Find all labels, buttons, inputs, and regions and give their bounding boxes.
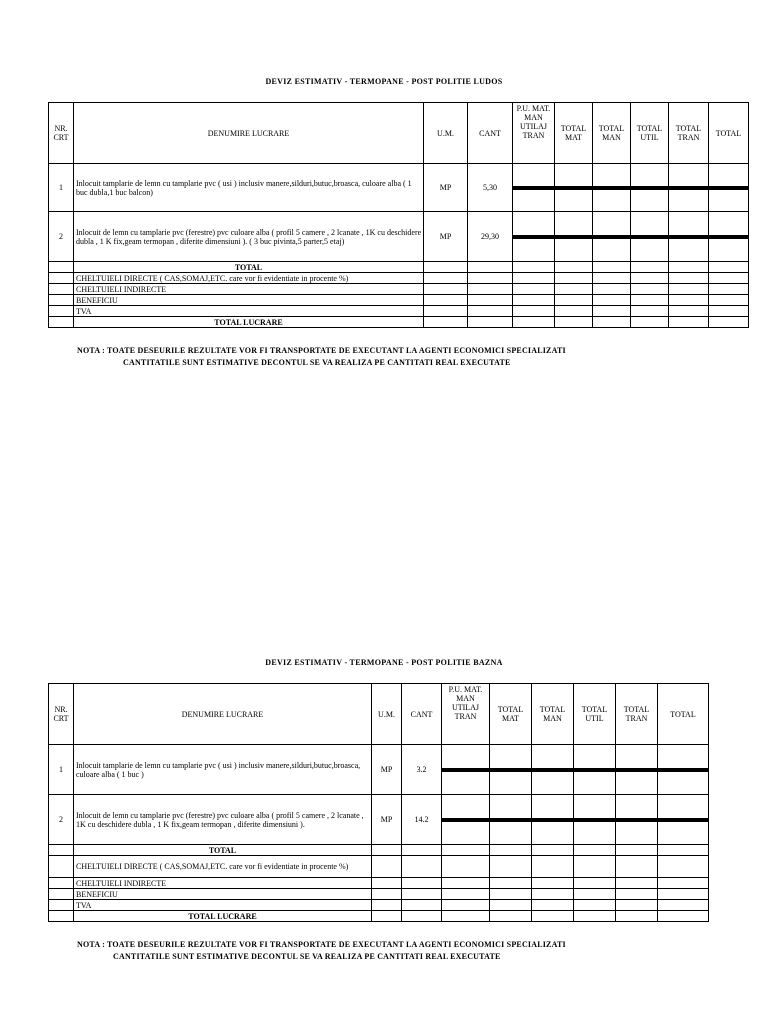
- row-total-util-cells: [631, 164, 669, 212]
- header-um: U.M.: [424, 103, 468, 164]
- row-um: MP: [424, 212, 468, 262]
- extra-row: [49, 284, 749, 295]
- row-total-cells: [709, 164, 749, 212]
- row-total-mat-cells: [490, 795, 532, 845]
- extra-row: [49, 878, 709, 889]
- row-cant: 14.2: [402, 795, 442, 845]
- header-nr: NR. CRT: [49, 103, 74, 164]
- table-row: [49, 745, 709, 795]
- header-total: TOTAL: [709, 103, 749, 164]
- header-total-man: TOTAL MAN: [532, 684, 574, 745]
- row-pu-cells: [513, 212, 555, 262]
- header-denumire: DENUMIRE LUCRARE: [74, 684, 372, 745]
- row-pu-cells: [442, 795, 490, 845]
- header-total-util: TOTAL UTIL: [631, 103, 669, 164]
- cheltuieli-indirecte-label: CHELTUIELI INDIRECTE: [74, 284, 424, 295]
- row-pu-cells: [442, 745, 490, 795]
- row-description: Inlocuit de lemn cu tamplarie pvc (ferestre) pvc culoare alba ( profil 5 camere , 2 lcanate , 1K cu deschidere dubla , 1 K fix,geam termopan , diferite dimensiuni ). ( 3 buc pivinta,5 parter,5 etaj): [74, 212, 424, 262]
- document-title-ludos: DEVIZ ESTIMATIV - TERMOPANE - POST POLITIE LUDOS: [265, 77, 503, 86]
- row-nr: 2: [49, 212, 74, 262]
- total-label: TOTAL: [74, 262, 424, 273]
- row-total-mat-cells: [555, 212, 593, 262]
- note-line-2: CANTITATILE SUNT ESTIMATIVE DECONTUL SE VA REALIZA PE CANTITATI REAL EXECUTATE: [113, 952, 501, 961]
- row-description: Inlocuit de lemn cu tamplarie pvc (ferestre) pvc culoare alba ( profil 5 camere , 2 lcanate , 1K cu deschidere dubla , 1 K fix,geam termopan , diferite dimensiuni ).: [74, 795, 372, 845]
- extra-row: [49, 306, 749, 317]
- tva-label: TVA: [74, 900, 372, 911]
- header-total: TOTAL: [658, 684, 709, 745]
- row-description: Inlocuit tamplarie de lemn cu tamplarie pvc ( usi ) inclusiv manere,silduri,butuc,broasca, culoare alba ( 1 buc dubla,1 buc balcon): [74, 164, 424, 212]
- cheltuieli-indirecte-label: CHELTUIELI INDIRECTE: [74, 878, 372, 889]
- header-total-mat: TOTAL MAT: [555, 103, 593, 164]
- row-total-mat-cells: [490, 745, 532, 795]
- header-total-util: TOTAL UTIL: [574, 684, 616, 745]
- total-lucrare-row: [49, 317, 749, 328]
- row-total-tran-cells: [669, 164, 709, 212]
- row-nr: 2: [49, 795, 74, 845]
- extra-row: [49, 900, 709, 911]
- row-total-man-cells: [532, 795, 574, 845]
- header-pu: P.U. MAT. MAN UTILAJ TRAN: [513, 103, 555, 164]
- tva-label: TVA: [74, 306, 424, 317]
- row-total-util-cells: [631, 212, 669, 262]
- header-denumire: DENUMIRE LUCRARE: [74, 103, 424, 164]
- total-lucrare-row: [49, 911, 709, 922]
- header-total-man: TOTAL MAN: [593, 103, 631, 164]
- row-total-man-cells: [593, 212, 631, 262]
- row-total-tran-cells: [616, 795, 658, 845]
- row-total-tran-cells: [616, 745, 658, 795]
- header-cant: CANT: [468, 103, 513, 164]
- row-description: Inlocuit tamplarie de lemn cu tamplarie pvc ( usi ) inclusiv manere,silduri,butuc,broasca, culoare alba ( 1 buc ): [74, 745, 372, 795]
- extra-row: [49, 273, 749, 284]
- row-total-mat-cells: [555, 164, 593, 212]
- document-title-bazna: DEVIZ ESTIMATIV - TERMOPANE - POST POLITIE BAZNA: [265, 658, 503, 667]
- estimate-table-bazna: [48, 683, 709, 922]
- row-um: MP: [372, 795, 402, 845]
- row-um: MP: [372, 745, 402, 795]
- header-um: U.M.: [372, 684, 402, 745]
- row-cant: 29,30: [468, 212, 513, 262]
- table-row: [49, 795, 709, 845]
- row-total-util-cells: [574, 795, 616, 845]
- total-label: TOTAL: [74, 845, 372, 856]
- row-total-cells: [658, 745, 709, 795]
- cheltuieli-directe-label: CHELTUIELI DIRECTE ( CAS,SOMAJ,ETC. care vor fi evidentiate in procente %): [74, 273, 424, 284]
- row-nr: 1: [49, 164, 74, 212]
- note-line-1: NOTA : TOATE DESEURILE REZULTATE VOR FI TRANSPORTATE DE EXECUTANT LA AGENTI ECONOMICI SPECIALIZATI: [77, 346, 566, 355]
- header-total-tran: TOTAL TRAN: [669, 103, 709, 164]
- beneficiu-label: BENEFICIU: [74, 295, 424, 306]
- row-total-cells: [709, 212, 749, 262]
- row-total-cells: [658, 795, 709, 845]
- row-nr: 1: [49, 745, 74, 795]
- header-total-mat: TOTAL MAT: [490, 684, 532, 745]
- table-row: [49, 212, 749, 262]
- row-um: MP: [424, 164, 468, 212]
- row-total-man-cells: [593, 164, 631, 212]
- note-line-2: CANTITATILE SUNT ESTIMATIVE DECONTUL SE VA REALIZA PE CANTITATI REAL EXECUTATE: [123, 358, 511, 367]
- extra-row: [49, 889, 709, 900]
- row-cant: 5,30: [468, 164, 513, 212]
- row-total-man-cells: [532, 745, 574, 795]
- row-total-util-cells: [574, 745, 616, 795]
- header-pu: P.U. MAT. MAN UTILAJ TRAN: [442, 684, 490, 745]
- table-row: [49, 164, 749, 212]
- total-row: [49, 262, 749, 273]
- row-pu-cells: [513, 164, 555, 212]
- header-total-tran: TOTAL TRAN: [616, 684, 658, 745]
- estimate-table-ludos: [48, 102, 749, 328]
- cheltuieli-directe-label: CHELTUIELI DIRECTE ( CAS,SOMAJ,ETC. care vor fi evidentiate in procente %): [74, 856, 372, 878]
- note-line-1: NOTA : TOATE DESEURILE REZULTATE VOR FI TRANSPORTATE DE EXECUTANT LA AGENTI ECONOMICI SPECIALIZATI: [77, 940, 566, 949]
- row-total-tran-cells: [669, 212, 709, 262]
- header-cant: CANT: [402, 684, 442, 745]
- beneficiu-label: BENEFICIU: [74, 889, 372, 900]
- total-lucrare-label: TOTAL LUCRARE: [74, 911, 372, 922]
- row-cant: 3.2: [402, 745, 442, 795]
- total-row: [49, 845, 709, 856]
- extra-row: [49, 295, 749, 306]
- header-nr: NR. CRT: [49, 684, 74, 745]
- total-lucrare-label: TOTAL LUCRARE: [74, 317, 424, 328]
- extra-row: [49, 856, 709, 878]
